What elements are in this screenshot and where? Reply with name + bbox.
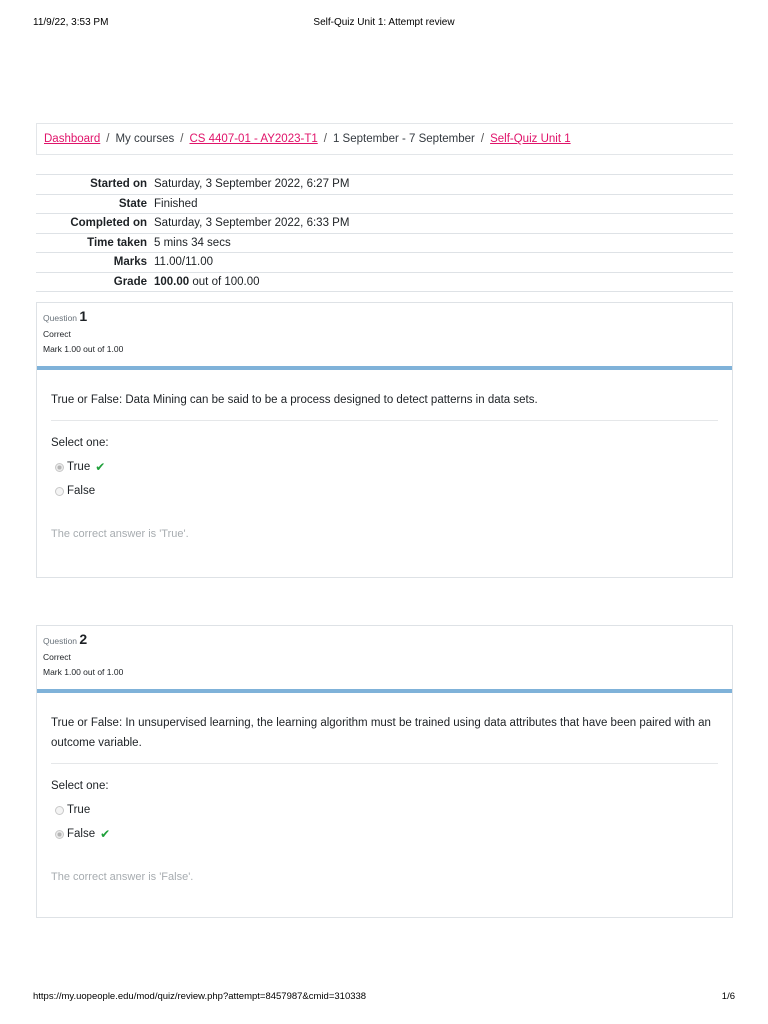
question-text: True or False: Data Mining can be said to be a process designed to detect patterns in data sets. bbox=[51, 370, 718, 421]
correct-answer-feedback: The correct answer is 'False'. bbox=[51, 871, 194, 883]
breadcrumb-course-link[interactable]: CS 4407-01 - AY2023-T1 bbox=[189, 133, 318, 145]
breadcrumb bbox=[36, 123, 733, 155]
print-datetime: 11/9/22, 3:53 PM bbox=[33, 17, 109, 28]
radio-unchecked-icon[interactable] bbox=[55, 806, 64, 815]
correct-check-icon: ✔ bbox=[95, 460, 106, 474]
summary-label: Started on bbox=[90, 178, 147, 191]
question-info bbox=[37, 626, 732, 689]
print-url: https://my.uopeople.edu/mod/quiz/review.php?attempt=8457987&cmid=310338 bbox=[33, 991, 367, 1002]
select-one-prompt: Select one: bbox=[51, 780, 109, 792]
question-text: True or False: In unsupervised learning, the learning algorithm must be trained using data attributes that have been paired with an outcome variable. bbox=[51, 693, 718, 764]
summary-value bbox=[147, 272, 733, 292]
question-mark: Mark 1.00 out of 1.00 bbox=[43, 344, 124, 354]
summary-value: Finished bbox=[154, 197, 198, 210]
radio-checked-icon[interactable] bbox=[55, 463, 64, 472]
summary-row-started bbox=[36, 175, 733, 195]
summary-label: Completed on bbox=[70, 217, 147, 230]
attempt-summary-table bbox=[36, 174, 733, 292]
question-state: Correct bbox=[43, 329, 71, 339]
print-page-number: 1/6 bbox=[721, 991, 735, 1002]
question-state: Correct bbox=[43, 652, 71, 662]
option-label: True bbox=[67, 461, 91, 473]
answer-option-false[interactable] bbox=[51, 822, 718, 846]
summary-row-state bbox=[36, 194, 733, 214]
summary-value: Saturday, 3 September 2022, 6:27 PM bbox=[154, 178, 350, 191]
question-info bbox=[37, 303, 732, 366]
breadcrumb-quiz-link[interactable]: Self-Quiz Unit 1 bbox=[490, 133, 571, 145]
summary-row-marks bbox=[36, 253, 733, 273]
print-header bbox=[0, 17, 768, 31]
option-label: False bbox=[67, 828, 96, 840]
print-footer bbox=[0, 991, 768, 1005]
summary-value: Saturday, 3 September 2022, 6:33 PM bbox=[154, 217, 350, 230]
question-content bbox=[37, 370, 732, 540]
grade-score: 100.00 bbox=[154, 275, 190, 288]
correct-check-icon: ✔ bbox=[100, 827, 111, 841]
question-content bbox=[37, 693, 732, 883]
answer-block bbox=[51, 764, 718, 883]
print-page-title: Self-Quiz Unit 1: Attempt review bbox=[313, 17, 455, 28]
option-label: False bbox=[67, 485, 96, 497]
select-one-prompt: Select one: bbox=[51, 437, 109, 449]
question-number: Question 1 bbox=[43, 308, 88, 324]
summary-value: 5 mins 34 secs bbox=[154, 236, 231, 249]
answer-option-false[interactable] bbox=[51, 479, 718, 503]
summary-value: 11.00/11.00 bbox=[154, 256, 214, 269]
summary-row-time-taken bbox=[36, 233, 733, 253]
summary-label: Time taken bbox=[87, 236, 147, 249]
breadcrumb-week: 1 September - 7 September bbox=[332, 133, 475, 145]
breadcrumb-separator: / bbox=[106, 133, 110, 145]
breadcrumb-dashboard-link[interactable]: Dashboard bbox=[44, 133, 101, 145]
answer-block bbox=[51, 421, 718, 540]
question-number: Question 2 bbox=[43, 631, 88, 647]
summary-row-completed bbox=[36, 214, 733, 234]
summary-label: Grade bbox=[113, 275, 147, 288]
option-label: True bbox=[67, 804, 91, 816]
grade-out-of: out of 100.00 bbox=[189, 275, 260, 288]
summary-label: State bbox=[118, 197, 147, 210]
answer-option-true[interactable] bbox=[51, 455, 718, 479]
answer-option-true[interactable] bbox=[51, 798, 718, 822]
summary-label: Marks bbox=[113, 256, 147, 269]
radio-checked-icon[interactable] bbox=[55, 830, 64, 839]
question-mark: Mark 1.00 out of 1.00 bbox=[43, 667, 124, 677]
breadcrumb-my-courses: My courses bbox=[115, 133, 175, 145]
breadcrumb-separator: / bbox=[180, 133, 184, 145]
question-card-2 bbox=[36, 625, 733, 918]
breadcrumb-separator: / bbox=[323, 133, 327, 145]
correct-answer-feedback: The correct answer is 'True'. bbox=[51, 528, 189, 540]
question-card-1 bbox=[36, 302, 733, 578]
radio-unchecked-icon[interactable] bbox=[55, 487, 64, 496]
summary-row-grade bbox=[36, 272, 733, 292]
breadcrumb-separator: / bbox=[480, 133, 485, 145]
